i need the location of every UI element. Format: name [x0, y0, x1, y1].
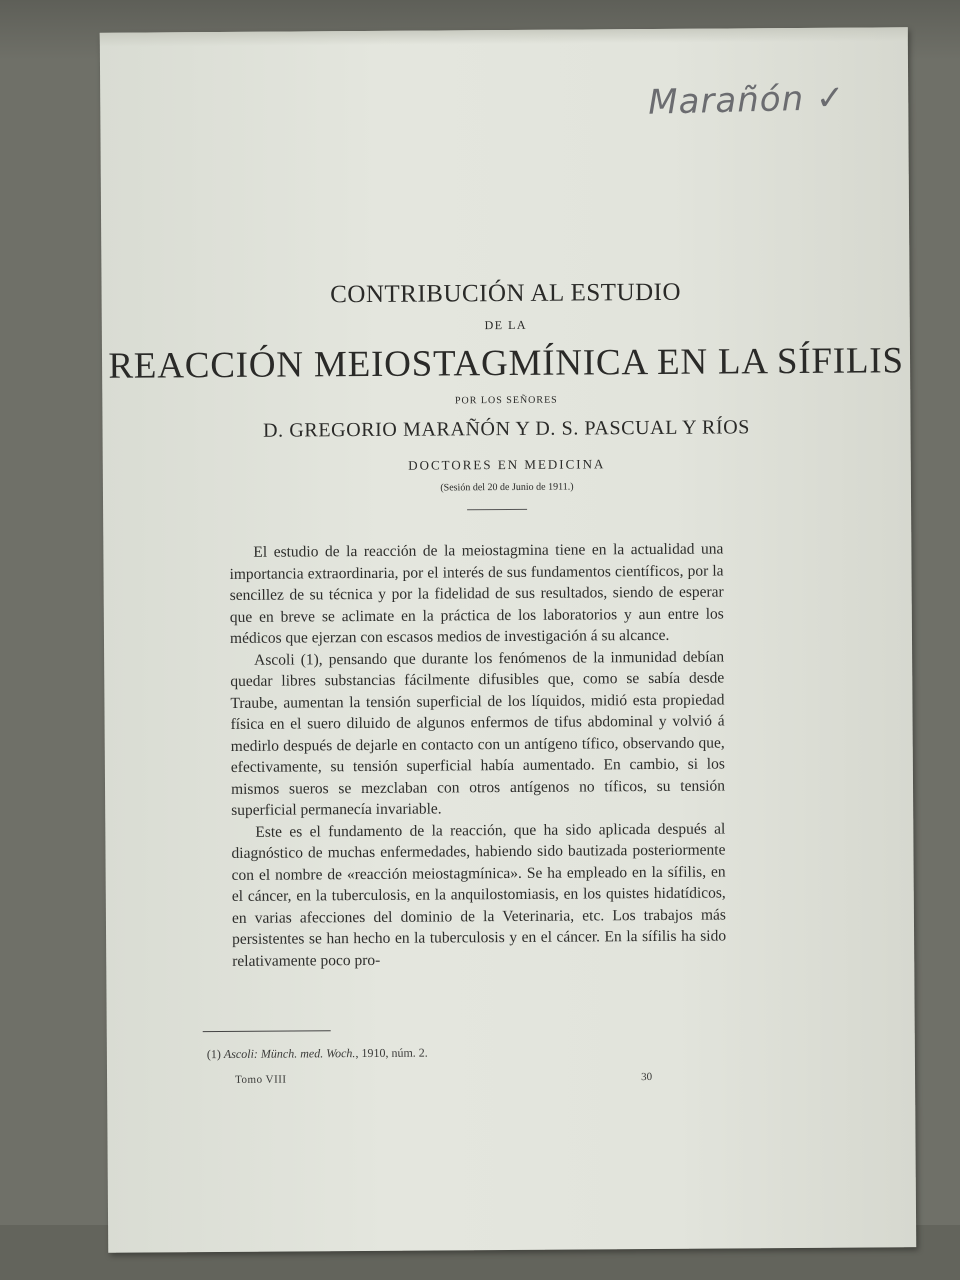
title-divider	[467, 509, 527, 510]
profession: DOCTORES EN MEDICINA	[408, 456, 606, 473]
session-date: (Sesión del 20 de Junio de 1911.)	[440, 481, 574, 494]
paragraph: Ascoli (1), pensando que durante los fenómenos de la inmunidad debían quedar libres substancias fácilmente difusibles que, como se sabía desde Traube, aumentan la tensión superficial de los líquidos, midió esta propiedad física en el suero diluido de algunos enfermos de tifus abdominal y volvió á medirlo después de dejarle en contacto con un antígeno tífico, observando que, efectivamente, su tensión superficial había aumentado. En cambio, si los mismos sueros se mezclaban con otros antígenos no tíficos, su tensión superficial permanecía invariable.	[230, 647, 726, 819]
footnote	[207, 1046, 428, 1063]
footnote-marker: (1)	[206, 1047, 221, 1062]
page-number: 30	[641, 1071, 653, 1084]
authors: D. GREGORIO MARAÑÓN Y D. S. PASCUAL Y RÍOS	[262, 416, 751, 442]
footnote-divider	[203, 1030, 331, 1032]
by-line: POR LOS SEÑORES	[454, 394, 558, 407]
heading-line-2: DE LA	[484, 317, 528, 333]
paragraph: El estudio de la reacción de la meiostagmina tiene en la actualidad una importancia extraordinaria, por el interés de sus fundamentos científicos, por la sencillez de su técnica y por la fidelidad de sus resultados, siendo de esperar que en breve se aclimate en la práctica de los laboratorios y aun entre los médicos que ejerzan con escasos medios de investigación á su alcance.	[229, 540, 724, 647]
footnote-rest: , 1910, núm. 2.	[355, 1045, 428, 1061]
footnote-citation: Ascoli: Münch. med. Woch.	[223, 1046, 356, 1061]
heading-line-1: CONTRIBUCIÓN AL ESTUDIO	[330, 278, 682, 309]
main-title: REACCIÓN MEIOSTAGMÍNICA EN LA SÍFILIS	[108, 340, 904, 387]
document-page	[100, 27, 916, 1253]
volume-label: Tomo VIII	[235, 1073, 287, 1086]
handwritten-annotation: Marañón ✓	[647, 77, 846, 123]
paragraph: Este es el fundamento de la reacción, que ha sido aplicada después al diagnóstico de muchas enfermedades, habiendo sido bautizada posteriormente con el nombre de «reacción meiostagmínica». Se ha empleado en la sífilis, en el cáncer, en la tuberculosis, en la anquilostomiasis, en los quistes hidatídicos, en varias afecciones del dominio de la Veterinaria, etc. Los trabajos más persistentes se han hecho en la tuberculosis y en el cáncer. En la sífilis ha sido relativamente poco pro-	[231, 819, 727, 970]
body-text	[229, 538, 726, 971]
